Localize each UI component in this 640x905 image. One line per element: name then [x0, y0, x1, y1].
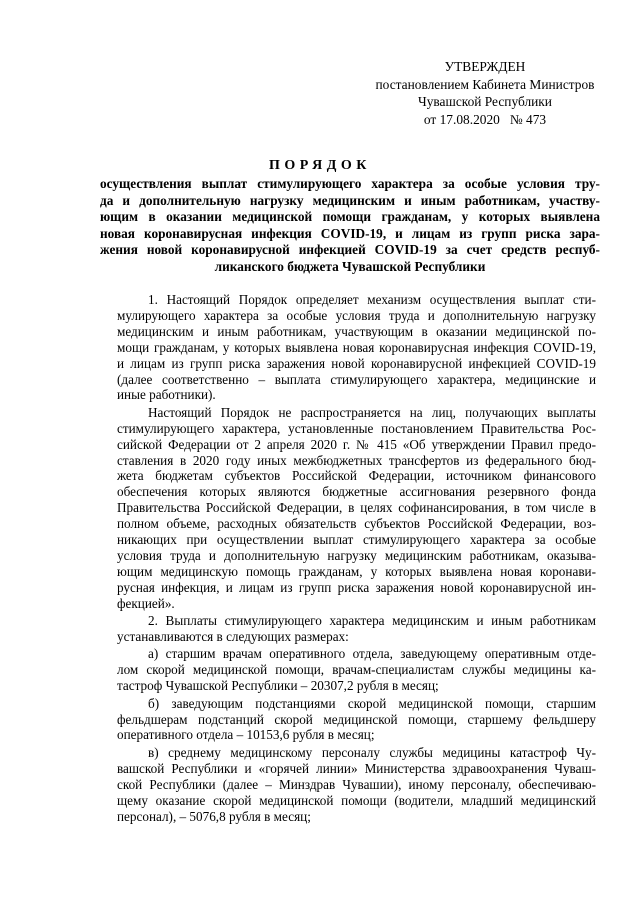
document-subtitle — [100, 176, 600, 276]
paragraph-line: Настоящий Порядок не распространяется на лиц, получающих выплаты — [148, 404, 596, 420]
approval-block — [350, 58, 620, 128]
paragraph-line: (далее соответственно – выплата стимулирующего характера, медицинские и — [117, 371, 596, 387]
paragraph-line: мулирующего характера за особые условия труда и дополнительную нагрузку — [117, 307, 596, 323]
body-paragraph — [117, 613, 596, 645]
subtitle-line: ющим в оказании медицинской помощи гражданам, у которых выявлена — [100, 209, 600, 225]
paragraph-line: иные работники). — [117, 387, 216, 403]
document-title: ПОРЯДОК — [269, 158, 371, 173]
paragraph-line: оперативного отдела – 10153,6 рубля в месяц; — [117, 727, 375, 743]
body-paragraph — [117, 405, 596, 612]
subtitle-line: жения новой коронавирусной инфекцией COVID-19 за счет средств респуб- — [100, 242, 600, 258]
paragraph-line: а) старшим врачам оперативного отдела, заведующему оперативным отде- — [148, 646, 596, 662]
paragraph-line: условия труда и дополнительную нагрузку медицинским работникам, оказыва- — [117, 548, 596, 563]
approval-heading: УТВЕРЖДЕН — [444, 59, 526, 74]
paragraph-line: ющим медицинскую помощь гражданам, у которых выявлена новая коронави- — [117, 563, 596, 579]
paragraph-line: в) среднему медицинскому персоналу службы медицины катастроф Чу- — [148, 744, 596, 760]
paragraph-line: вашской Республики и «горячей линии» Министерства здравоохранения Чуваш- — [117, 760, 596, 776]
approval-line-decree: постановлением Кабинета Министров — [375, 76, 595, 92]
paragraph-line: ской Республики (далее – Минздрав Чувашии), иному персоналу, обеспечиваю- — [117, 776, 596, 792]
approval-line-date: от 17.08.2020 № 473 — [423, 111, 547, 127]
paragraph-line: 2. Выплаты стимулирующего характера медицинским и иным работникам — [148, 613, 596, 629]
paragraph-line: лом скорой медицинской помощи, врачам-специалистам службы медицины ка- — [117, 662, 596, 678]
body-paragraph — [117, 292, 596, 403]
paragraph-line: жета бюджетам субъектов Российской Федерации, источником финансового — [117, 468, 596, 484]
paragraph-line: персонал), – 5076,8 рубля в месяц; — [117, 808, 311, 824]
paragraph-line: щему оказание скорой медицинской помощи (водители, младший медицинский — [117, 792, 596, 808]
approval-line-republic: Чувашской Республики — [418, 94, 552, 109]
paragraph-line: б) заведующим подстанциями скорой медицинской помощи, старшим — [148, 695, 596, 711]
paragraph-line: мощи гражданам, у которых выявлена новая коронавирусная инфекция COVID-19, — [117, 339, 596, 355]
paragraph-line: фельдшерам подстанций скорой медицинской помощи, старшему фельдшеру — [117, 711, 596, 727]
paragraph-line: никающих при осуществлении выплат стимулирующего характера за особые — [117, 532, 596, 548]
subtitle-line: ликанского бюджета Чувашской Республики — [214, 258, 486, 274]
paragraph-line: стимулирующего характера, установленные постановлением Правительства Рос- — [117, 420, 596, 436]
paragraph-line: обеспечения которых являются бюджетные ассигнования резервного фонда — [117, 484, 596, 500]
paragraph-line: фекцией». — [117, 595, 175, 611]
paragraph-line: медицинским и иным работникам, участвующим в оказании медицинской по- — [117, 323, 596, 339]
paragraph-line: 1. Настоящий Порядок определяет механизм осуществления выплат сти- — [148, 292, 596, 307]
paragraph-line: ставления в 2020 году иных межбюджетных трансфертов из федерального бюд- — [117, 452, 596, 468]
paragraph-line: тастроф Чувашской Республики – 20307,2 рубля в месяц; — [117, 678, 439, 694]
body-paragraph — [117, 646, 596, 694]
subtitle-line: осуществления выплат стимулирующего характера за особые условия тру- — [100, 176, 600, 191]
paragraph-line: полном объеме, расходных обязательств субъектов Российской Федерации, воз- — [117, 516, 596, 532]
paragraph-line: сийской Федерации от 2 апреля 2020 г. № 415 «Об утверждении Правил предо- — [117, 436, 596, 452]
paragraph-line: устанавливаются в следующих размерах: — [117, 629, 349, 645]
body-paragraph — [117, 696, 596, 744]
paragraph-line: и лицам из групп риска заражения новой коронавирусной инфекцией COVID-19 — [117, 355, 596, 371]
subtitle-line: новая коронавирусная инфекция COVID-19, и лицам из групп риска зара- — [100, 225, 600, 241]
document-body — [117, 292, 596, 826]
paragraph-line: Правительства Российской Федерации, в целях софинансирования, в том числе в — [117, 500, 596, 516]
subtitle-line: да и дополнительную нагрузку медицинским и иным работникам, участву- — [100, 192, 600, 208]
paragraph-line: русная инфекция, и лицам из групп риска заражения новой коронавирусной ин- — [117, 579, 596, 595]
body-paragraph — [117, 745, 596, 825]
